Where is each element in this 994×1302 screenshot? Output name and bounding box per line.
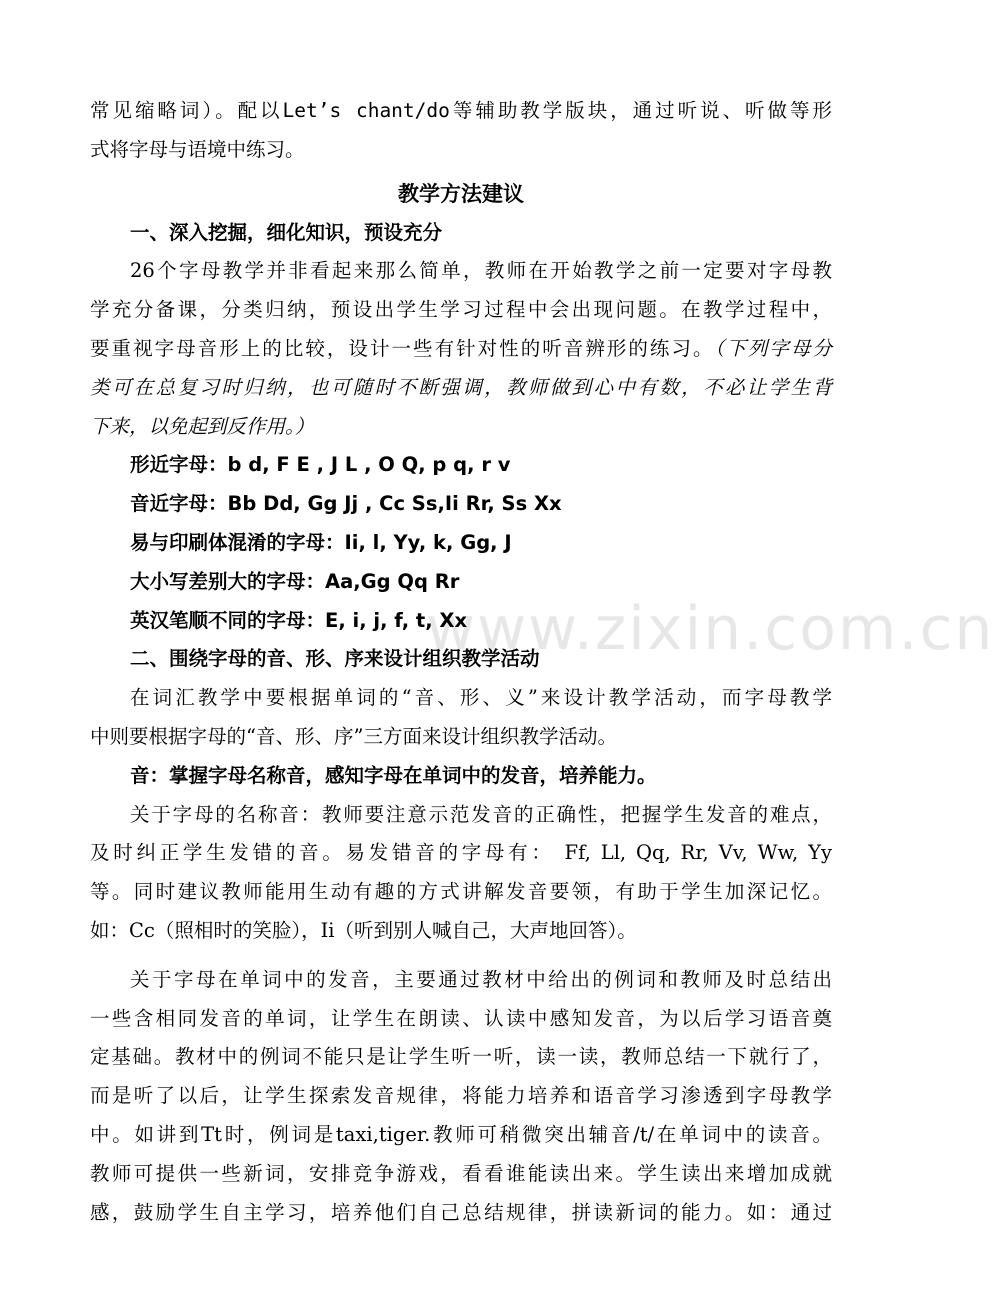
text-segment: 等辅助教学版块，通过听说、听做等形 <box>449 99 832 122</box>
group-label: 形近字母： <box>130 453 228 477</box>
group-value: E, i, j, f, t, Xx <box>325 608 468 632</box>
paragraph-line: 及时纠正学生发错的音。易发错音的字母有： Ff, Ll, Qq, Rr, Vv, Ww, Yy <box>90 841 832 865</box>
letter-group <box>90 485 832 524</box>
paragraph-line: 学充分备课，分类归纳，预设出学生学习过程中会出现问题。在教学过程中， <box>90 298 832 322</box>
letter-group <box>90 524 832 563</box>
watermark: www.zixin.com.cn <box>426 594 994 664</box>
sub-heading: 音：掌握字母名称音，感知字母在单词中的发音，培养能力。 <box>130 763 657 787</box>
italic-note: （下列字母分 <box>714 336 832 360</box>
paragraph-line: 式将字母与语境中练习。 <box>90 137 305 161</box>
section-title: 教学方法建议 <box>398 181 524 206</box>
paragraph-line: 等。同时建议教师能用生动有趣的方式讲解发音要领，有助于学生加深记忆。 <box>90 880 832 904</box>
text-segment: Let’s chant/do <box>282 99 450 122</box>
text-segment: 要重视字母音形上的比较，设计一些有针对性的听音辨形的练习。 <box>90 336 715 360</box>
paragraph-line: 26个字母教学并非看起来那么简单，教师在开始教学之前一定要对字母教 <box>130 259 832 283</box>
paragraph-line: 一些含相同发音的单词，让学生在朗读、认读中感知发音，为以后学习语音奠 <box>90 1006 832 1030</box>
group-label: 英汉笔顺不同的字母： <box>130 608 326 632</box>
group-value: b d, F E , J L , O Q, p q, r v <box>227 453 511 477</box>
paragraph-line: 关于字母的名称音：教师要注意示范发音的正确性，把握学生发音的难点， <box>130 802 832 826</box>
group-value: Ii, l, Yy, k, Gg, J <box>344 530 512 554</box>
paragraph-line: 定基础。教材中的例词不能只是让学生听一听，读一读，教师总结一下就行了， <box>90 1045 832 1069</box>
paragraph-line: 如：Cc（照相时的笑脸），Ii（听到别人喊自己，大声地回答）。 <box>90 918 637 942</box>
group-label: 易与印刷体混淆的字母： <box>130 530 345 554</box>
text-segment: 常见缩略词）。配以 <box>90 99 283 122</box>
paragraph-line: 关于字母在单词中的发音，主要通过教材中给出的例词和教师及时总结出 <box>130 967 832 991</box>
group-value: Bb Dd, Gg Jj , Cc Ss,Ii Rr, Ss Xx <box>227 492 562 516</box>
section-heading: 一、深入挖掘，细化知识，预设充分 <box>130 220 443 244</box>
group-label: 大小写差别大的字母： <box>130 569 326 593</box>
italic-note: 下来，以免起到反作用。） <box>90 414 315 438</box>
italic-note: 类可在总复习时归纳，也可随时不断强调，教师做到心中有数，不必让学生背 <box>90 375 832 399</box>
paragraph-line: 教师可提供一些新词，安排竞争游戏，看看谁能读出来。学生读出来增加成就 <box>90 1161 832 1185</box>
group-label: 音近字母： <box>130 492 228 516</box>
paragraph-line: 感，鼓励学生自主学习，培养他们自己总结规律，拼读新词的能力。如：通过 <box>90 1200 832 1224</box>
group-value: Aa,Gg Qq Rr <box>325 569 460 593</box>
paragraph-line <box>90 92 832 131</box>
section-heading: 二、围绕字母的音、形、序来设计组织教学活动 <box>130 647 540 671</box>
paragraph-line: 中则要根据字母的“音、形、序”三方面来设计组织教学活动。 <box>90 724 617 748</box>
paragraph-line: 中。如讲到Tt时，例词是taxi,tiger.教师可稍微突出辅音/t/在单词中的读音。 <box>90 1122 832 1146</box>
letter-group <box>90 446 832 485</box>
paragraph-line: 在词汇教学中要根据单词的“音、形、义”来设计教学活动，而字母教学 <box>130 686 832 710</box>
paragraph-line: 而是听了以后，让学生探索发音规律，将能力培养和语音学习渗透到字母教学 <box>90 1084 832 1108</box>
paragraph-line <box>90 330 832 369</box>
